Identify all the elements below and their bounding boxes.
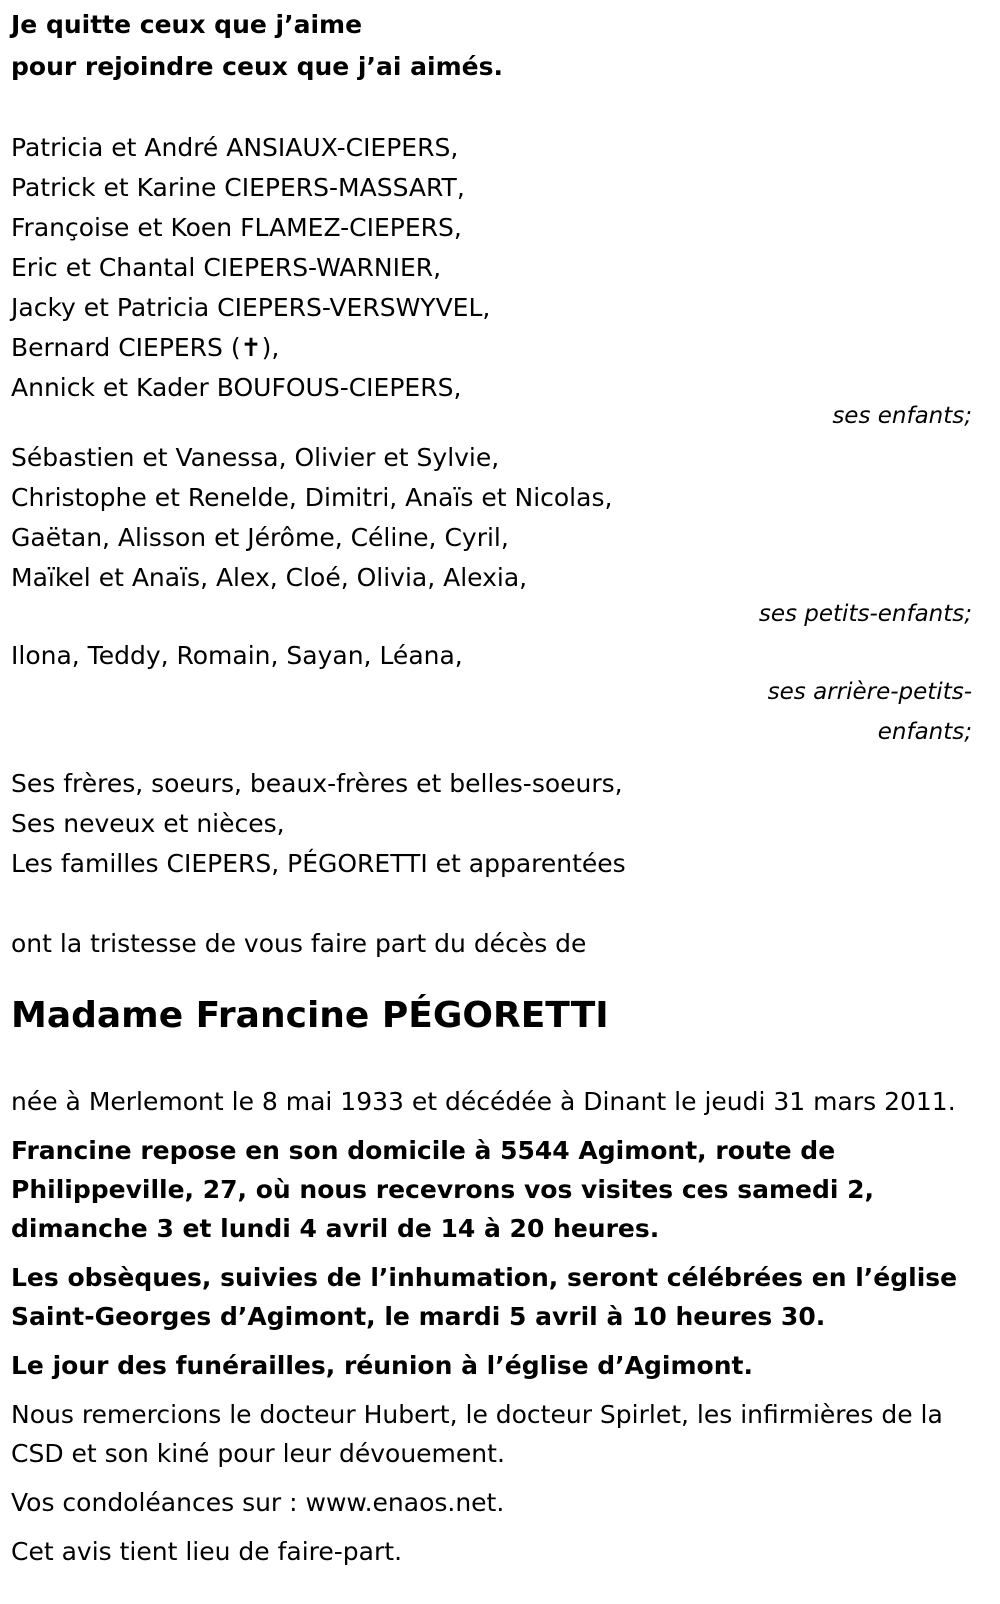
epigraph-line: Je quitte ceux que j’aime — [11, 10, 363, 39]
announcement: ont la tristesse de vous faire part du décès de — [11, 929, 587, 958]
child-entry: Bernard CIEPERS (✝), — [11, 333, 280, 362]
children-role: ses enfants; — [832, 403, 972, 429]
great-grandchildren-entry: Ilona, Teddy, Romain, Sayan, Léana, — [11, 641, 463, 670]
meeting-info: Le jour des funérailles, réunion à l’église d’Agimont. — [11, 1351, 753, 1380]
grandchildren-role: ses petits-enfants; — [758, 601, 972, 627]
thanks-text: Nous remercions le docteur Hubert, le docteur Spirlet, les infirmières de la CSD et son kiné pour leur dévouement. — [11, 1400, 943, 1468]
grandchild-entry: Christophe et Renelde, Dimitri, Anaïs et Nicolas, — [11, 483, 613, 512]
child-entry: Françoise et Koen FLAMEZ-CIEPERS, — [11, 213, 462, 242]
family-list — [11, 764, 970, 884]
child-entry: Patrick et Karine CIEPERS-MASSART, — [11, 173, 465, 202]
condolences-text: Vos condoléances sur : www.enaos.net. — [11, 1488, 505, 1517]
great-grandchildren-role — [11, 672, 972, 752]
child-entry: Eric et Chantal CIEPERS-WARNIER, — [11, 253, 442, 282]
great-grandchildren-role-line: enfants; — [877, 719, 972, 745]
notice-text: Cet avis tient lieu de faire-part. — [11, 1537, 403, 1566]
funeral-info: Les obsèques, suivies de l’inhumation, seront célébrées en l’église Saint-Georges d’Agimont, le mardi 5 avril à 10 heures 30. — [11, 1263, 958, 1331]
child-entry: Annick et Kader BOUFOUS-CIEPERS, — [11, 373, 462, 402]
grandchildren-list — [11, 438, 970, 598]
family-entry: Ses neveux et nièces, — [11, 809, 285, 838]
grandchild-entry: Sébastien et Vanessa, Olivier et Sylvie, — [11, 443, 500, 472]
grandchild-entry: Gaëtan, Alisson et Jérôme, Céline, Cyril, — [11, 523, 509, 552]
birth-death-dates: née à Merlemont le 8 mai 1933 et décédée à Dinant le jeudi 31 mars 2011. — [11, 1087, 956, 1116]
child-entry: Patricia et André ANSIAUX-CIEPERS, — [11, 133, 459, 162]
epigraph — [11, 0, 970, 88]
family-entry: Les familles CIEPERS, PÉGORETTI et apparentées — [11, 849, 626, 878]
great-grandchildren-role-line: ses arrière-petits- — [767, 679, 972, 705]
family-entry: Ses frères, soeurs, beaux-frères et belles-soeurs, — [11, 769, 623, 798]
deceased-name: Madame Francine PÉGORETTI — [11, 995, 609, 1036]
epigraph-line: pour rejoindre ceux que j’ai aimés. — [11, 52, 503, 81]
children-list — [11, 128, 970, 408]
grandchild-entry: Maïkel et Anaïs, Alex, Cloé, Olivia, Alexia, — [11, 563, 528, 592]
great-grandchildren-row — [11, 636, 970, 676]
visitation-info: Francine repose en son domicile à 5544 Agimont, route de Philippeville, 27, où nous recevrons vos visites ces samedi 2, dimanche 3 et lundi 4 avril de 14 à 20 heures. — [11, 1136, 875, 1243]
child-entry: Jacky et Patricia CIEPERS-VERSWYVEL, — [11, 293, 491, 322]
